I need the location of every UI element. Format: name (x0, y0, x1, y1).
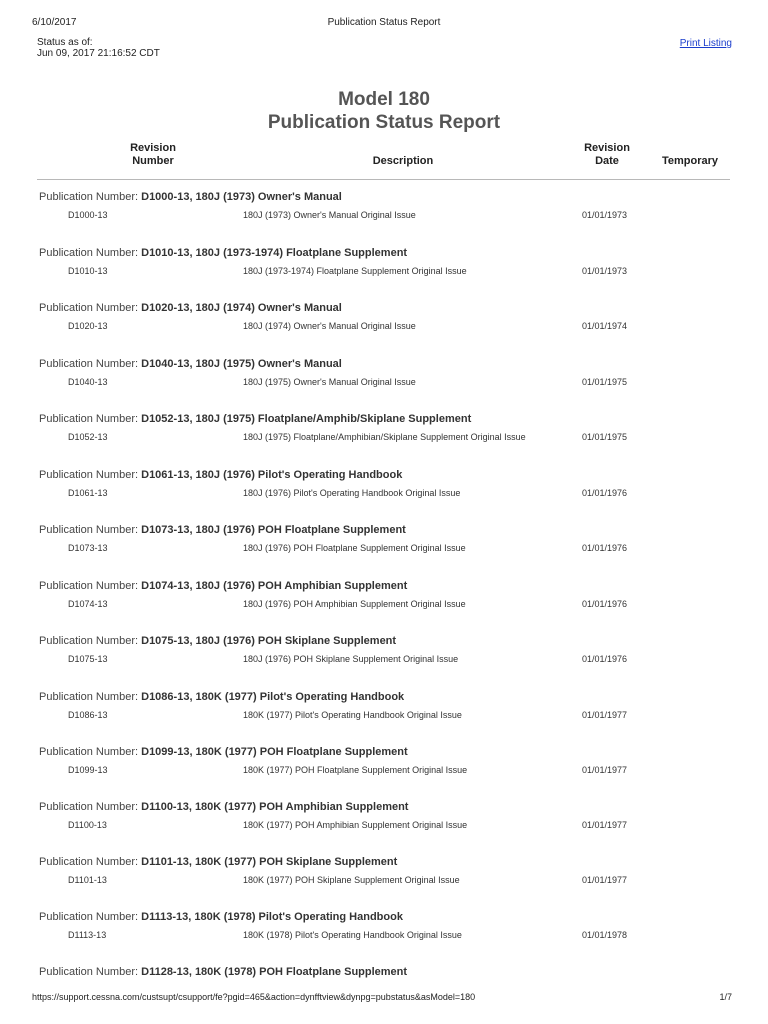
revision-number: D1099-13 (68, 765, 108, 775)
revision-row (0, 321, 768, 333)
revision-row (0, 599, 768, 611)
revision-date: 01/01/1974 (582, 321, 628, 331)
revision-date: 01/01/1978 (582, 930, 628, 940)
revision-description: 180J (1976) POH Amphibian Supplement Original Issue (243, 599, 466, 609)
page-indicator: 1/7 (719, 992, 732, 1002)
publication-group (0, 191, 768, 241)
revision-number: D1040-13 (68, 377, 108, 387)
publication-number-label: Publication Number: (39, 191, 139, 203)
revision-description: 180J (1973-1974) Floatplane Supplement Original Issue (243, 266, 467, 276)
revision-date: 01/01/1973 (582, 210, 628, 220)
print-header (32, 17, 736, 31)
publication-heading (39, 801, 408, 813)
revision-number: D1074-13 (68, 599, 108, 609)
revision-row (0, 930, 768, 942)
publication-number-label: Publication Number: (39, 746, 139, 758)
publication-group (0, 746, 768, 796)
publication-number: D1010-13, 180J (1973-1974) Floatplane Supplement (141, 247, 408, 259)
publication-number-label: Publication Number: (39, 302, 139, 314)
publication-number-label: Publication Number: (39, 911, 139, 923)
revision-description: 180K (1977) POH Floatplane Supplement Original Issue (243, 765, 468, 775)
publication-number: D1100-13, 180K (1977) POH Amphibian Supplement (141, 801, 409, 813)
publication-heading (39, 856, 397, 868)
report-title-model: Model 180 (338, 89, 430, 110)
col-header-revision-number (113, 142, 193, 168)
publication-heading (39, 413, 471, 425)
publication-group (0, 358, 768, 408)
revision-date: 01/01/1975 (582, 432, 628, 442)
publication-heading (39, 911, 403, 923)
publication-number: D1113-13, 180K (1978) Pilot's Operating Handbook (141, 911, 403, 923)
revision-description: 180J (1974) Owner's Manual Original Issue (243, 321, 416, 331)
revision-number: D1010-13 (68, 266, 108, 276)
revision-description: 180K (1977) Pilot's Operating Handbook Original Issue (243, 710, 462, 720)
revision-date: 01/01/1977 (582, 765, 628, 775)
publication-group (0, 469, 768, 519)
publication-number: D1099-13, 180K (1977) POH Floatplane Supplement (141, 746, 408, 758)
publication-number-label: Publication Number: (39, 801, 139, 813)
revision-date: 01/01/1977 (582, 875, 628, 885)
revision-row (0, 543, 768, 555)
revision-row (0, 377, 768, 389)
publication-number: D1101-13, 180K (1977) POH Skiplane Supplement (141, 856, 398, 868)
revision-number: D1052-13 (68, 432, 108, 442)
publication-number-label: Publication Number: (39, 635, 139, 647)
publication-heading (39, 746, 408, 758)
revision-row (0, 432, 768, 444)
revision-date: 01/01/1973 (582, 266, 628, 276)
publication-number: D1128-13, 180K (1978) POH Floatplane Supplement (141, 966, 408, 978)
publication-heading (39, 247, 407, 259)
publication-heading (39, 635, 396, 647)
revision-date: 01/01/1976 (582, 488, 628, 498)
revision-row (0, 266, 768, 278)
revision-row (0, 820, 768, 832)
revision-date: 01/01/1976 (582, 543, 628, 553)
revision-date: 01/01/1977 (582, 820, 628, 830)
revision-description: 180K (1978) Pilot's Operating Handbook Original Issue (243, 930, 462, 940)
publication-group (0, 635, 768, 685)
publication-heading (39, 966, 407, 978)
publication-number-label: Publication Number: (39, 580, 139, 592)
publication-number: D1086-13, 180K (1977) Pilot's Operating Handbook (141, 691, 405, 703)
revision-number: D1000-13 (68, 210, 108, 220)
publication-group (0, 580, 768, 630)
publication-number-label: Publication Number: (39, 358, 139, 370)
publication-group (0, 524, 768, 574)
revision-row (0, 765, 768, 777)
report-title (0, 88, 768, 134)
publication-number-label: Publication Number: (39, 524, 139, 536)
revision-number: D1020-13 (68, 321, 108, 331)
revision-date: 01/01/1977 (582, 710, 628, 720)
publication-group (0, 247, 768, 297)
revision-number: D1075-13 (68, 654, 108, 664)
revision-date: 01/01/1976 (582, 654, 628, 664)
publication-number: D1073-13, 180J (1976) POH Floatplane Supplement (141, 524, 406, 536)
revision-date: 01/01/1975 (582, 377, 628, 387)
revision-row (0, 710, 768, 722)
revision-description: 180J (1973) Owner's Manual Original Issue (243, 210, 416, 220)
revision-description: 180J (1976) POH Skiplane Supplement Original Issue (243, 654, 459, 664)
revision-date: 01/01/1976 (582, 599, 628, 609)
revision-row (0, 875, 768, 887)
revision-description: 180J (1976) Pilot's Operating Handbook Original Issue (243, 488, 461, 498)
publication-heading (39, 524, 406, 536)
col-header-revision-date (567, 142, 647, 168)
status-label: Status as of: (37, 37, 93, 48)
publication-heading (39, 469, 402, 481)
revision-row (0, 488, 768, 500)
print-listing-link[interactable]: Print Listing (679, 38, 732, 49)
publication-number: D1000-13, 180J (1973) Owner's Manual (141, 191, 342, 203)
print-footer (32, 992, 736, 1004)
print-page-title: Publication Status Report (327, 17, 441, 28)
revision-row (0, 654, 768, 666)
revision-description: 180K (1977) POH Amphibian Supplement Original Issue (243, 820, 468, 830)
publication-number: D1075-13, 180J (1976) POH Skiplane Supplement (141, 635, 397, 647)
status-block (37, 37, 160, 59)
col-header-revision-number-line1: Revision (130, 142, 176, 154)
publication-group (0, 966, 768, 982)
publication-group (0, 856, 768, 906)
revision-description: 180J (1975) Owner's Manual Original Issue (243, 377, 416, 387)
col-header-description: Description (372, 155, 434, 167)
col-header-revision-number-line2: Number (132, 155, 174, 167)
publication-number-label: Publication Number: (39, 413, 139, 425)
publication-number: D1061-13, 180J (1976) Pilot's Operating Handbook (141, 469, 403, 481)
publication-number: D1074-13, 180J (1976) POH Amphibian Supplement (141, 580, 408, 592)
footer-url: https://support.cessna.com/custsupt/csupport/fe?pgid=465&action=dynfftview&dynpg=pubstatus&asModel=180 (32, 992, 476, 1002)
publication-number-label: Publication Number: (39, 966, 139, 978)
publication-number: D1040-13, 180J (1975) Owner's Manual (141, 358, 342, 370)
publication-group (0, 911, 768, 961)
revision-number: D1086-13 (68, 710, 108, 720)
status-timestamp: Jun 09, 2017 21:16:52 CDT (37, 48, 160, 59)
publication-group (0, 801, 768, 851)
col-header-temporary: Temporary (661, 155, 719, 167)
header-divider (37, 179, 730, 180)
publication-group (0, 413, 768, 463)
revision-description: 180J (1975) Floatplane/Amphibian/Skiplane Supplement Original Issue (243, 432, 526, 442)
revision-number: D1113-13 (68, 930, 107, 940)
revision-description: 180K (1977) POH Skiplane Supplement Original Issue (243, 875, 460, 885)
publication-heading (39, 691, 404, 703)
col-header-revision-date-line1: Revision (584, 142, 630, 154)
revision-number: D1061-13 (68, 488, 108, 498)
revision-description: 180J (1976) POH Floatplane Supplement Original Issue (243, 543, 466, 553)
revision-number: D1101-13 (68, 875, 107, 885)
publication-group (0, 302, 768, 352)
publication-number: D1020-13, 180J (1974) Owner's Manual (141, 302, 342, 314)
publication-heading (39, 358, 342, 370)
publication-number-label: Publication Number: (39, 469, 139, 481)
publication-number-label: Publication Number: (39, 247, 139, 259)
revision-row (0, 210, 768, 222)
publication-number-label: Publication Number: (39, 691, 139, 703)
publication-heading (39, 191, 342, 203)
publication-group (0, 691, 768, 741)
publication-number-label: Publication Number: (39, 856, 139, 868)
publication-heading (39, 302, 342, 314)
publication-number: D1052-13, 180J (1975) Floatplane/Amphib/Skiplane Supplement (141, 413, 472, 425)
revision-number: D1073-13 (68, 543, 108, 553)
publication-heading (39, 580, 407, 592)
report-title-name: Publication Status Report (267, 112, 501, 133)
col-header-revision-date-line2: Date (595, 155, 619, 167)
print-date: 6/10/2017 (32, 17, 77, 28)
revision-number: D1100-13 (68, 820, 107, 830)
